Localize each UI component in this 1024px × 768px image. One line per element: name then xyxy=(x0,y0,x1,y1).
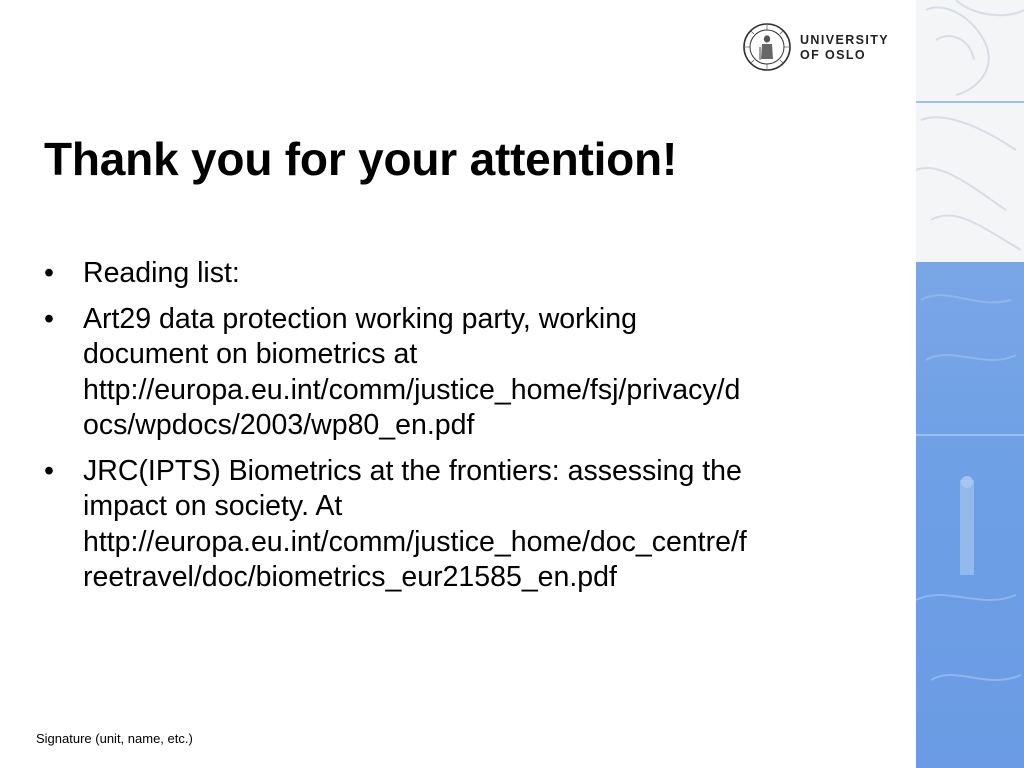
slide-title: Thank you for your attention! xyxy=(44,133,678,185)
bullet-text xyxy=(83,454,894,596)
bullet-marker: • xyxy=(44,302,54,335)
university-seal-icon xyxy=(742,22,792,72)
logo-wordmark xyxy=(800,33,889,63)
bullet-url-line: http://europa.eu.int/comm/justice_home/doc_centre/f xyxy=(83,525,747,558)
logo-line-2: OF OSLO xyxy=(800,48,867,62)
reading-list xyxy=(44,256,894,606)
sculpture-pattern-graphic xyxy=(916,0,1024,768)
bullet-marker: • xyxy=(44,257,54,289)
bullet-text xyxy=(83,302,894,444)
decorative-side-panel xyxy=(916,0,1024,768)
bullet-line: impact on society. At xyxy=(83,490,343,522)
bullet-line: Art29 data protection working party, working xyxy=(83,302,637,335)
bullet-item-reading-list xyxy=(44,256,894,292)
bullet-marker: • xyxy=(44,454,54,487)
bullet-url-line: reetravel/doc/biometrics_eur21585_en.pdf xyxy=(83,561,617,593)
bullet-url-line: http://europa.eu.int/comm/justice_home/fsj/privacy/d xyxy=(83,373,741,406)
bullet-line: Reading list: xyxy=(83,257,240,289)
university-logo xyxy=(742,22,902,74)
bullet-text xyxy=(83,256,894,292)
bullet-line: JRC(IPTS) Biometrics at the frontiers: assessing the xyxy=(83,454,742,487)
bullet-url-line: ocs/wpdocs/2003/wp80_en.pdf xyxy=(83,409,475,441)
bullet-item-art29 xyxy=(44,302,894,444)
bullet-item-jrc xyxy=(44,454,894,596)
logo-line-1: UNIVERSITY xyxy=(800,33,890,47)
bullet-line: document on biometrics at xyxy=(83,338,418,370)
footer-signature: Signature (unit, name, etc.) xyxy=(36,731,193,746)
